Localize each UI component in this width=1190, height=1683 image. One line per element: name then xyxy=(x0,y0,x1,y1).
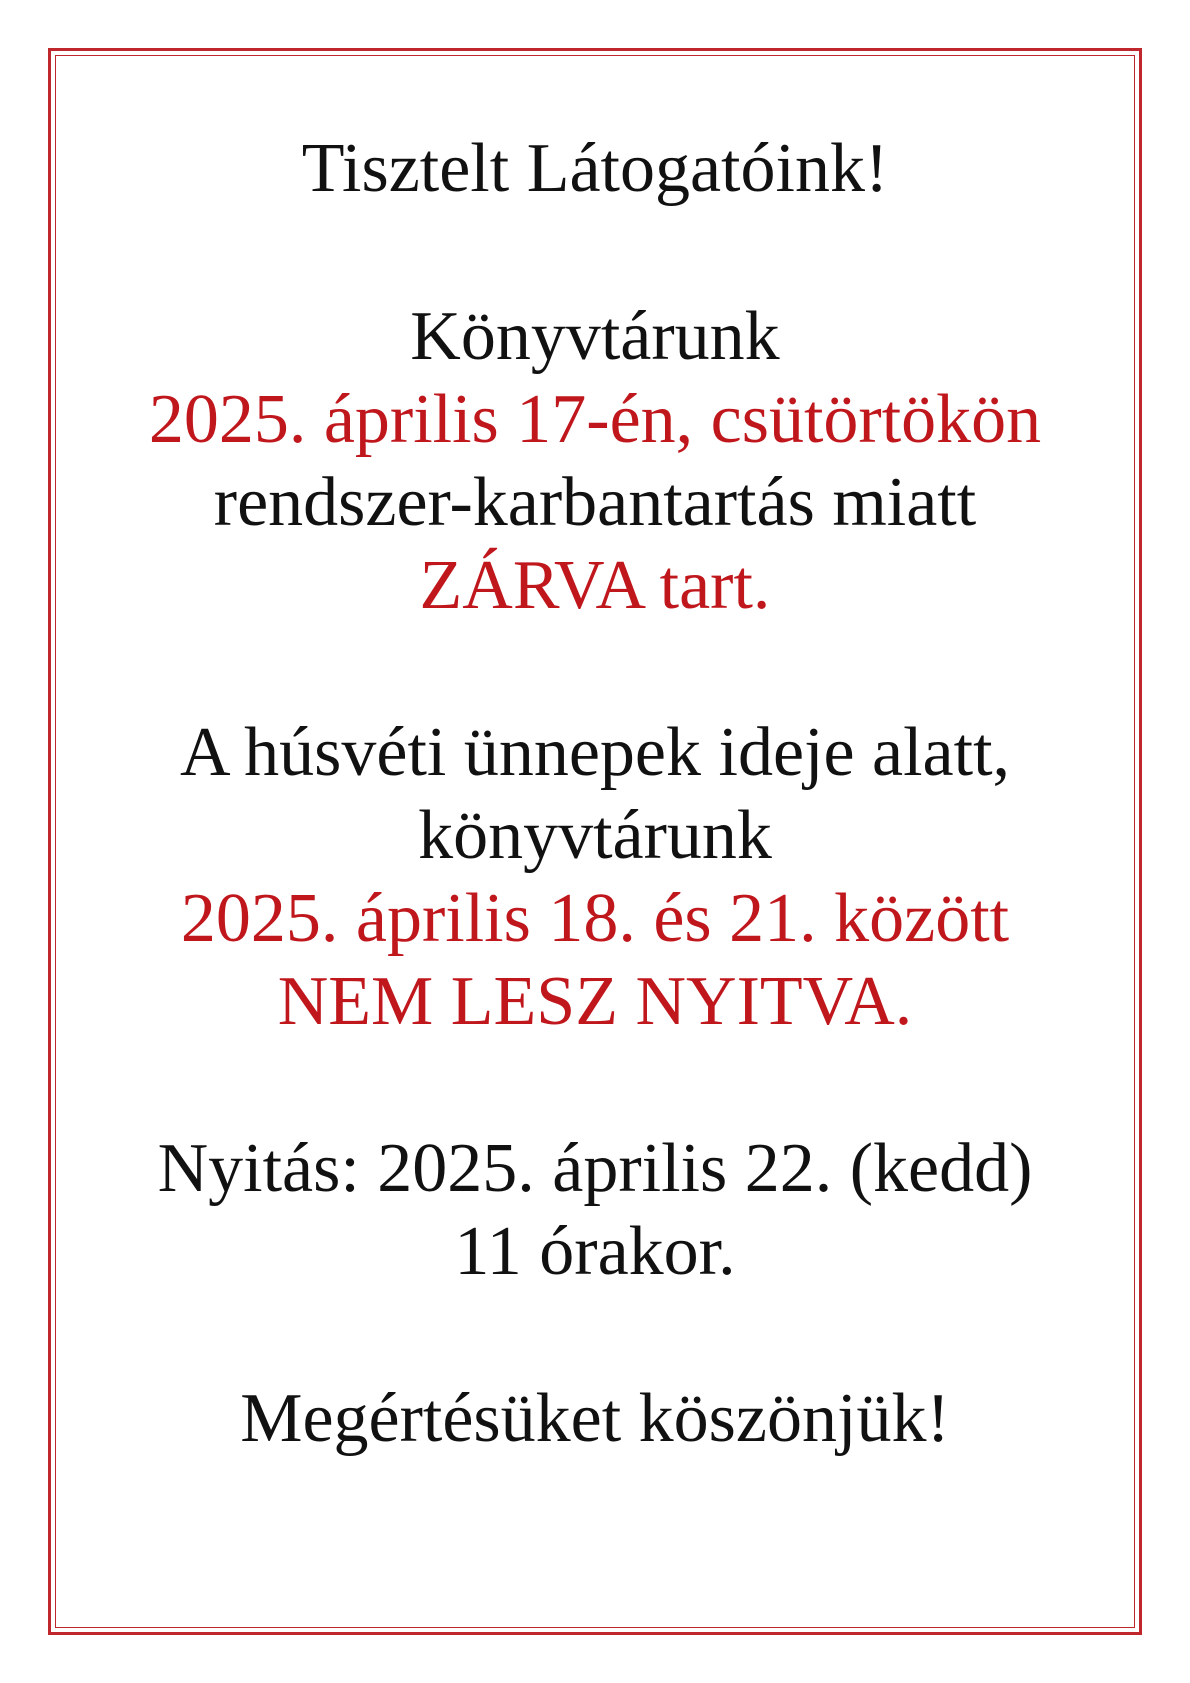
closure-reason: rendszer-karbantartás miatt xyxy=(213,464,977,541)
closure-date: 2025. április 17-én, csütörtökön xyxy=(148,381,1042,458)
closure-status: ZÁRVA tart. xyxy=(419,547,771,624)
holiday-intro: A húsvéti ünnepek ideje alatt, xyxy=(179,714,1011,791)
greeting: Tisztelt Látogatóink! xyxy=(301,130,889,207)
closing-thanks: Megértésüket köszönjük! xyxy=(240,1380,950,1457)
holiday-dates: 2025. április 18. és 21. között xyxy=(180,880,1010,957)
holiday-subject: könyvtárunk xyxy=(418,797,772,874)
closure-intro: Könyvtárunk xyxy=(410,298,780,375)
reopening-date: Nyitás: 2025. április 22. (kedd) xyxy=(157,1130,1033,1207)
holiday-status: NEM LESZ NYITVA. xyxy=(277,963,913,1040)
reopening-time: 11 órakor. xyxy=(454,1213,736,1290)
